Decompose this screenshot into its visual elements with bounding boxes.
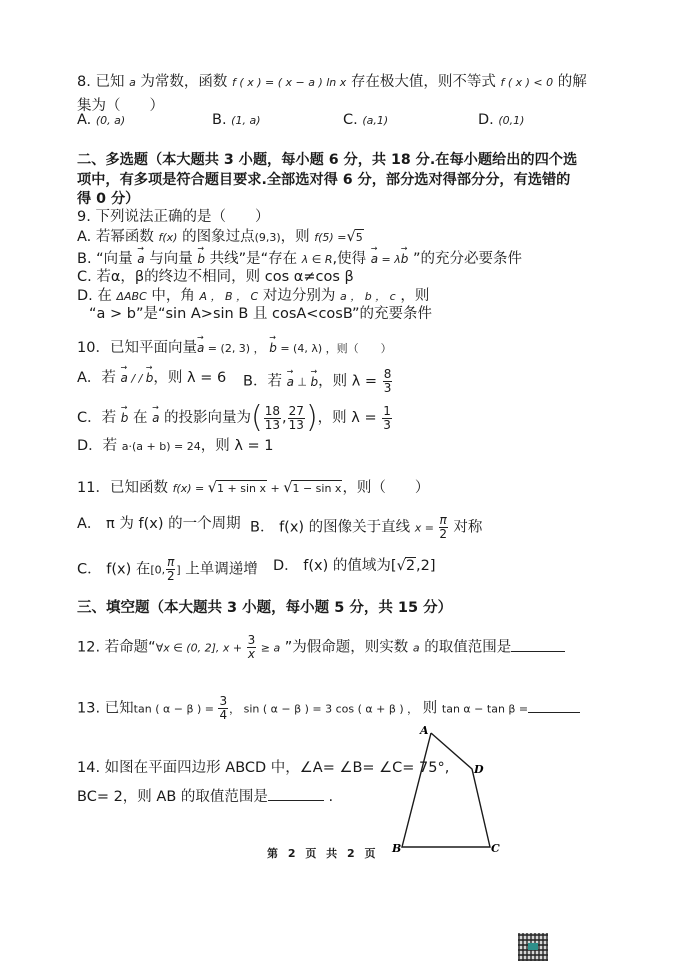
text: 则 [422, 700, 438, 717]
denominator: 3 [383, 417, 391, 432]
option-value: (0,1) [498, 114, 525, 127]
q10-option-a [77, 368, 226, 389]
numerator: π [439, 513, 447, 527]
text: 与向量 [149, 251, 193, 267]
q10-option-c: C．若 → b 在 → a 的投影向量为( $\frac{18}{13}$ , $\frac{27}{13}$ )，则 λ = $\frac{1}{3}$ [77, 403, 393, 433]
math: a [412, 641, 420, 655]
text: 的取值范围是 [424, 639, 512, 656]
fraction [264, 405, 281, 432]
option-label: C. [77, 269, 92, 285]
q8-text: 存在极大值，则不等式 [350, 74, 496, 90]
text: 的图象过点 [182, 229, 255, 245]
q8-stem-line1 [77, 72, 587, 93]
sqrt-radicand: 5 [355, 231, 363, 244]
numerator: π [167, 555, 175, 569]
math: λ ∈ R [301, 253, 333, 266]
math: = λ [378, 253, 401, 266]
vector-a: → a [137, 249, 144, 269]
text: f(x) 的值域为 [303, 558, 391, 574]
option-label: D．若 [77, 438, 118, 454]
vertex-label-b: B [392, 842, 402, 855]
q11-option-c [77, 556, 258, 583]
section3-header: 三、填空题（本大题共 3 小题，每小题 5 分，共 15 分） [77, 600, 453, 616]
q8-option-a [77, 112, 125, 128]
math: = (2, 3) ， [204, 342, 265, 355]
q14-stem-line2 [77, 787, 333, 807]
sqrt-radicand: 2 [405, 558, 416, 574]
text: ，则（ ） [342, 480, 430, 496]
q8-text: 为常数，函数 [140, 74, 228, 90]
math: ,2] [416, 558, 436, 574]
text: “向量 [96, 251, 133, 267]
q8-inequality: f ( x ) < 0 [500, 76, 554, 89]
math: x = [414, 521, 438, 535]
q9-stem: 9. 下列说法正确的是（ ） [77, 209, 270, 225]
vector-a: → a [197, 338, 204, 358]
option-label: D. [77, 288, 93, 304]
section2-header-line3: 得 0 分） [77, 191, 140, 207]
qr-code-logo [528, 943, 538, 950]
option-label: D. [478, 112, 494, 128]
text: ，则 λ = 6 [153, 370, 227, 386]
q12-stem [77, 634, 565, 661]
math: a·(a + b) = 24 [121, 440, 201, 453]
q8-function: f ( x ) = ( x − a ) ln x [232, 76, 347, 89]
q8-text: 8. 已知 [77, 74, 125, 90]
numerator: 27 [288, 403, 304, 418]
math: tan ( α − β ) = [133, 702, 218, 716]
q10-option-d [77, 436, 274, 457]
option-label: B. [77, 251, 92, 267]
option-label: D． [273, 558, 299, 574]
math: ] [176, 563, 181, 577]
text: 12. 若命题“ [77, 639, 156, 656]
quadrilateral-abcd-figure [380, 720, 510, 860]
q8-option-c [343, 112, 388, 128]
math: + [266, 482, 284, 495]
option-label: C． [77, 561, 102, 578]
text: 若α，β的终边不相同，则 cos α≠cos β [96, 269, 354, 285]
option-label: C．若 [77, 410, 117, 426]
denominator: 4 [219, 708, 228, 722]
math: / / [127, 372, 146, 385]
fraction [247, 634, 257, 661]
fraction [218, 695, 228, 722]
option-label: A．若 [77, 370, 116, 386]
math: f(x) = [172, 482, 208, 495]
answer-blank[interactable] [528, 712, 580, 713]
math: ， sin ( α − β ) = 3 cos ( α + β ) ， [229, 702, 419, 716]
text: 对称 [453, 519, 483, 536]
q14-stem-line1: 14. 如图在平面四边形 ABCD 中，∠A= ∠B= ∠C= 75°, [77, 760, 450, 776]
text: ，则 λ = 1 [200, 438, 274, 454]
math: ΔABC [116, 290, 147, 303]
vector-b: → b [197, 249, 205, 269]
option-label: B． [250, 519, 275, 536]
numerator: 18 [264, 403, 281, 418]
option-label: A. [77, 229, 92, 245]
answer-blank[interactable] [511, 651, 565, 652]
q8-text: 的解 [557, 74, 587, 90]
q11-stem: 11．已知函数 f(x) = √1 + sin x + √1 − sin x，则（ ） [77, 480, 430, 496]
vertex-label-d: D [474, 763, 484, 776]
option-value: (1, a) [231, 114, 261, 127]
math: a ， b ， c [339, 290, 396, 303]
text: BC= 2，则 AB 的取值范围是 [77, 789, 268, 805]
page-footer: 第 2 页 共 2 页 [267, 847, 379, 860]
text: 上单调递增 [185, 561, 258, 578]
denominator: 13 [288, 417, 304, 432]
numerator: 1 [383, 403, 391, 418]
numerator: 8 [383, 367, 392, 381]
fraction [439, 514, 448, 541]
math: ≥ a [257, 641, 281, 655]
fraction [383, 368, 393, 395]
math: [0, [150, 563, 166, 577]
vertex-label-a: A [420, 724, 429, 737]
text: ，则 [280, 229, 310, 245]
q9-option-c [77, 267, 354, 287]
math: A ， B ， C [199, 290, 259, 303]
text: 的投影向量为 [159, 410, 252, 426]
text: ,使得 [332, 251, 367, 267]
denominator: 2 [439, 527, 447, 541]
denominator: 13 [264, 417, 281, 432]
text: ，则 λ = [318, 373, 382, 390]
text: f(x) 在 [106, 561, 151, 578]
vector-a: → a [121, 368, 128, 388]
math: = (4, λ) ，则（ ） [276, 342, 392, 355]
text: 13. 已知 [77, 700, 134, 717]
option-label: A. [77, 112, 92, 128]
numerator: 3 [247, 633, 256, 647]
math: f(x) [158, 231, 178, 244]
q11-option-a [77, 514, 241, 534]
q8-option-d [478, 112, 524, 128]
q8-stem-line2: 集为（ ） [77, 98, 164, 114]
sqrt-radicand: 1 + sin x [217, 482, 266, 495]
option-value: (0, a) [95, 114, 126, 127]
section2-header-line1: 二、多选题（本大题共 3 小题，每小题 6 分，共 18 分.在每小题给出的四个选 [77, 152, 578, 168]
vector-b: → b [146, 368, 154, 388]
fraction [288, 405, 305, 432]
math: f(5) = [314, 231, 347, 244]
q11-option-b [250, 514, 482, 541]
fraction [166, 556, 175, 583]
denominator: x [247, 647, 255, 661]
vector-b: → b [401, 249, 409, 269]
answer-blank[interactable] [268, 800, 324, 801]
text: 在 [128, 410, 153, 426]
text: ，则 λ = [317, 410, 382, 426]
option-label: A． [77, 516, 102, 532]
q8-constant-a: a [129, 76, 136, 89]
math: tan α − tan β = [441, 702, 529, 716]
fraction [382, 405, 392, 432]
text: ”的充分必要条件 [408, 251, 523, 267]
vertex-label-c: C [491, 842, 500, 855]
text: 11．已知函数 [77, 480, 168, 496]
q13-stem [77, 695, 580, 722]
vector-a: → a [371, 249, 378, 269]
q10-stem [77, 338, 392, 359]
text: 10．已知平面向量 [77, 340, 197, 356]
text: 对边分别为 [262, 288, 336, 304]
sqrt-radicand: 1 − sin x [292, 482, 342, 495]
math: (9,3) [254, 231, 281, 244]
vector-a: → a [152, 408, 159, 428]
option-label: B．若 [243, 373, 282, 390]
q8-option-b [212, 112, 261, 128]
vector-b: → b [121, 408, 129, 428]
math: ⊥ [293, 375, 311, 389]
math: ∀x ∈ (0, 2], x + [155, 641, 246, 655]
q9-option-d-line2: “a > b”是“sin A>sin B 且 cosA<cosB”的充要条件 [89, 306, 433, 322]
vector-b: → b [311, 372, 319, 392]
text: 若幂函数 [95, 229, 154, 245]
numerator: 3 [219, 694, 228, 708]
text: . [323, 789, 334, 805]
option-label: B. [212, 112, 227, 128]
text: ”为假命题，则实数 [280, 639, 409, 656]
text: ，则 [400, 288, 430, 304]
q9-option-a: A. 若幂函数 f(x) 的图象过点(9,3)，则 f(5) =√5 [77, 229, 363, 245]
denominator: 3 [383, 381, 392, 395]
vector-b: → b [269, 338, 277, 358]
text: f(x) 的图像关于直线 [279, 519, 411, 536]
q10-option-b [243, 368, 393, 395]
section2-header-line2: 项中，有多项是符合题目要求.全部选对得 6 分，部分选对得部分分，有选错的 [77, 172, 571, 188]
denominator: 2 [166, 569, 175, 583]
q11-option-d: D． f(x) 的值域为[√2,2] [273, 558, 436, 574]
text: π 为 f(x) 的一个周期 [106, 516, 241, 532]
text: 共线”是“存在 [209, 251, 298, 267]
option-value: (a,1) [362, 114, 389, 127]
math: [ [390, 558, 397, 574]
text: 在 [97, 288, 112, 304]
text: 中，角 [151, 288, 195, 304]
option-label: C. [343, 112, 358, 128]
vector-a: → a [287, 372, 294, 392]
